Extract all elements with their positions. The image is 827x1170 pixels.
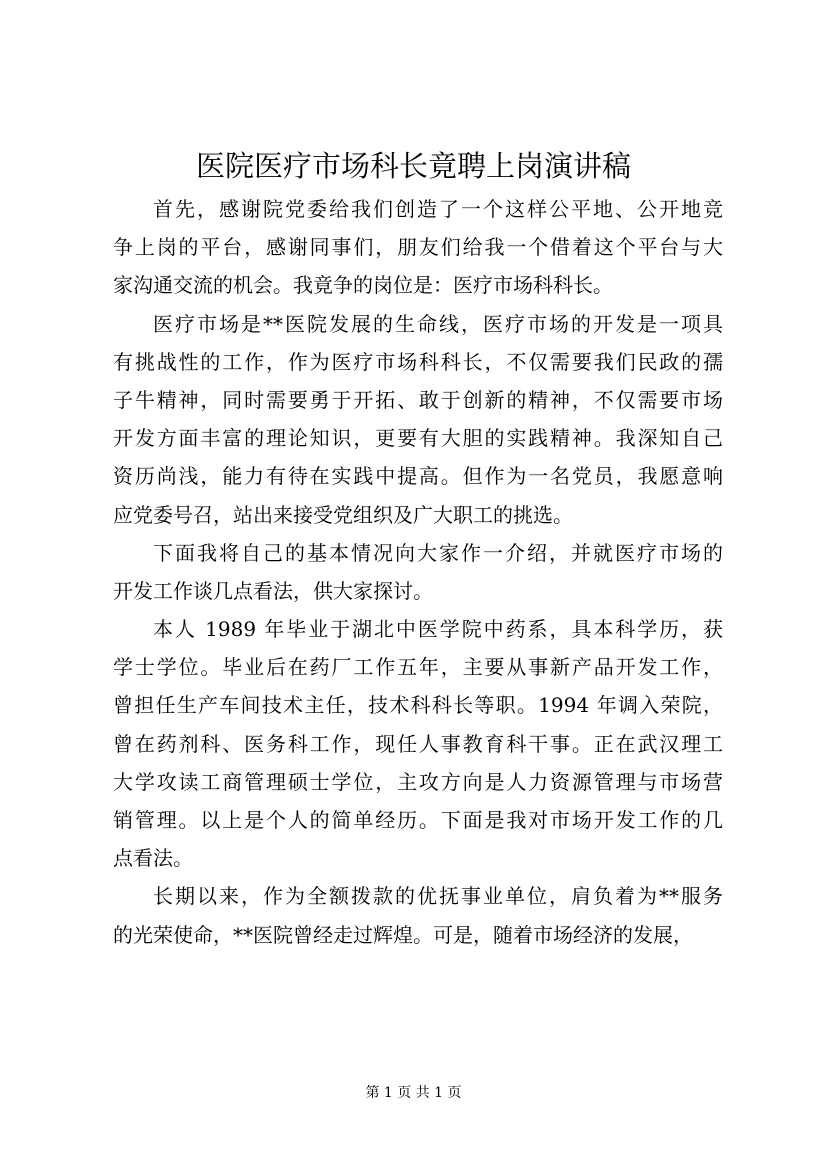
document-body (113, 190, 723, 954)
paragraph-line: 医疗市场是**医院发展的生命线，医疗市场的开发是一项具 (153, 311, 723, 336)
paragraph-line: 争上岗的平台，感谢同事们，朋友们给我一个借着这个平台与大 (113, 235, 723, 260)
paragraph (113, 190, 723, 305)
paragraph-line: 有挑战性的工作，作为医疗市场科科长，不仅需要我们民政的孺 (113, 349, 723, 374)
paragraph-line: 曾在药剂科、医务科工作，现任人事教育科干事。正在武汉理工 (113, 731, 723, 756)
paragraph-line: 资历尚浅，能力有待在实践中提高。但作为一名党员，我愿意响 (113, 464, 723, 489)
paragraph (113, 305, 723, 534)
page-footer: 第 1 页 共 1 页 (365, 1085, 462, 1101)
paragraph-line: 子牛精神，同时需要勇于开拓、敢于创新的精神，不仅需要市场 (113, 387, 723, 412)
paragraph (113, 610, 723, 877)
paragraph-line: 家沟通交流的机会。我竟争的岗位是：医疗市场科科长。 (113, 273, 613, 298)
paragraph-line: 销管理。以上是个人的简单经历。下面是我对市场开发工作的几 (113, 808, 723, 832)
document-title: 医院医疗市场科长竟聘上岗演讲稿 (195, 149, 631, 183)
paragraph-line: 开发方面丰富的理论知识，更要有大胆的实践精神。我深知自己 (113, 426, 723, 451)
paragraph-line: 学士学位。毕业后在药厂工作五年，主要从事新产品开发工作， (113, 655, 723, 680)
paragraph-line: 本人 1989 年毕业于湖北中医学院中药系，具本科学历，获 (153, 617, 723, 642)
paragraph-line: 点看法。 (113, 846, 193, 871)
paragraph-line: 下面我将自己的基本情况向大家作一介绍，并就医疗市场的 (153, 540, 723, 565)
paragraph-line: 长期以来，作为全额拨款的优抚事业单位，肩负着为**服务 (153, 884, 723, 909)
paragraph (113, 877, 723, 953)
paragraph-line: 曾担任生产车间技术主任，技术科科长等职。1994 年调入荣院， (113, 693, 723, 718)
paragraph-line: 应党委号召，站出来接受党组织及广大职工的挑选。 (113, 502, 573, 527)
paragraph-line: 大学攻读工商管理硕士学位，主攻方向是人力资源管理与市场营 (113, 769, 723, 794)
paragraph-line: 开发工作谈几点看法，供大家探讨。 (113, 578, 433, 603)
paragraph (113, 534, 723, 610)
paragraph-line: 的光荣使命，**医院曾经走过辉煌。可是，随着市场经济的发展， (113, 922, 693, 947)
paragraph-line: 首先，感谢院党委给我们创造了一个这样公平地、公开地竞 (153, 197, 723, 221)
